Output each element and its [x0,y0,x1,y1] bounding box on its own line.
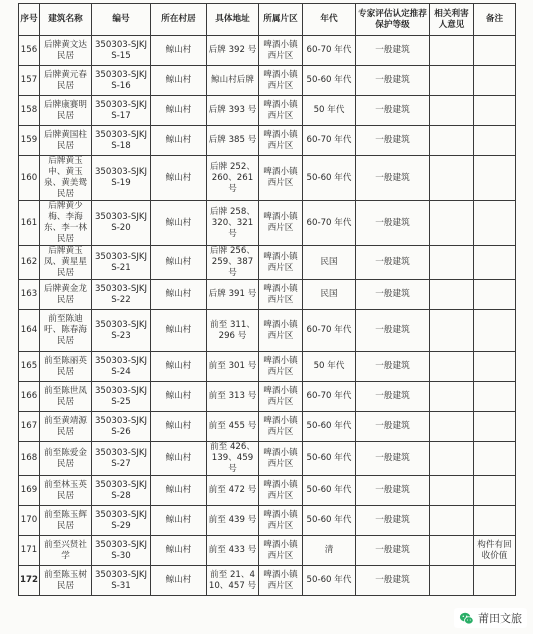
era-cell: 50 年代 [303,96,356,126]
header-cell: 备注 [474,4,516,36]
row-number-cell: 156 [19,36,40,66]
stakeholder-opinion-cell [430,96,474,126]
building-name-cell: 后牌黄金龙民居 [40,280,92,310]
building-name-cell: 前至林玉英民居 [40,476,92,506]
village-cell: 鲸山村 [151,536,207,566]
era-cell: 60-70 年代 [303,201,356,246]
remarks-cell [474,66,516,96]
row-number-cell: 164 [19,310,40,352]
table-row [19,246,516,280]
building-name-cell: 后牌黄国柱民居 [40,126,92,156]
remarks-cell [474,352,516,382]
address-cell: 前至 439 号 [207,506,259,536]
row-number-cell: 160 [19,156,40,201]
era-cell: 50-60 年代 [303,412,356,442]
protection-level-cell: 一般建筑 [356,246,430,280]
stakeholder-opinion-cell [430,36,474,66]
remarks-cell [474,96,516,126]
building-code-cell: 350303-SJKJS-28 [92,476,151,506]
remarks-cell [474,310,516,352]
building-code-cell: 350303-SJKJS-23 [92,310,151,352]
table-row [19,280,516,310]
protection-level-cell: 一般建筑 [356,201,430,246]
table-row [19,201,516,246]
building-name-cell: 前至陈世凤民居 [40,382,92,412]
stakeholder-opinion-cell [430,246,474,280]
remarks-cell [474,36,516,66]
era-cell: 民国 [303,246,356,280]
stakeholder-opinion-cell [430,280,474,310]
district-cell: 啤酒小镇西片区 [259,66,303,96]
building-code-cell: 350303-SJKJS-17 [92,96,151,126]
address-cell: 后牌 392 号 [207,36,259,66]
remarks-cell: 构件有回收价值 [474,536,516,566]
protection-level-cell: 一般建筑 [356,66,430,96]
district-cell: 啤酒小镇西片区 [259,536,303,566]
address-cell: 后牌 252、260、261 号 [207,156,259,201]
row-number-cell: 171 [19,536,40,566]
table-row [19,66,516,96]
table-row [19,506,516,536]
address-cell: 前至 433 号 [207,536,259,566]
table-row [19,536,516,566]
building-name-cell: 前至陈爱金民居 [40,442,92,476]
village-cell: 鲸山村 [151,352,207,382]
address-cell: 前至 472 号 [207,476,259,506]
building-name-cell: 后牌黄文达民居 [40,36,92,66]
remarks-cell [474,476,516,506]
stakeholder-opinion-cell [430,442,474,476]
remarks-cell [474,280,516,310]
protection-level-cell: 一般建筑 [356,442,430,476]
district-cell: 啤酒小镇西片区 [259,382,303,412]
protection-level-cell: 一般建筑 [356,412,430,442]
table-row [19,442,516,476]
building-code-cell: 350303-SJKJS-21 [92,246,151,280]
table-row [19,126,516,156]
era-cell: 50-60 年代 [303,506,356,536]
village-cell: 鲸山村 [151,126,207,156]
address-cell: 后牌 385 号 [207,126,259,156]
header-cell: 具体地址 [207,4,259,36]
row-number-cell: 166 [19,382,40,412]
building-name-cell: 后牌黄少梅、李海东、李一林民居 [40,201,92,246]
row-number-cell: 172 [19,566,40,596]
district-cell: 啤酒小镇西片区 [259,246,303,280]
remarks-cell [474,382,516,412]
era-cell: 50-60 年代 [303,566,356,596]
header-cell: 所属片区 [259,4,303,36]
village-cell: 鲸山村 [151,36,207,66]
village-cell: 鲸山村 [151,442,207,476]
district-cell: 啤酒小镇西片区 [259,412,303,442]
remarks-cell [474,442,516,476]
era-cell: 民国 [303,280,356,310]
building-code-cell: 350303-SJKJS-31 [92,566,151,596]
row-number-cell: 158 [19,96,40,126]
stakeholder-opinion-cell [430,156,474,201]
header-cell: 专家评估认定推荐保护等级 [356,4,430,36]
building-name-cell: 前至黄靖源民居 [40,412,92,442]
village-cell: 鲸山村 [151,310,207,352]
address-cell: 前至 21、410、457 号 [207,566,259,596]
district-cell: 啤酒小镇西片区 [259,201,303,246]
address-cell: 鲸山村后牌 [207,66,259,96]
remarks-cell [474,126,516,156]
building-code-cell: 350303-SJKJS-22 [92,280,151,310]
protection-level-cell: 一般建筑 [356,126,430,156]
village-cell: 鲸山村 [151,201,207,246]
protection-level-cell: 一般建筑 [356,310,430,352]
village-cell: 鲸山村 [151,382,207,412]
row-number-cell: 168 [19,442,40,476]
era-cell: 清 [303,536,356,566]
building-name-cell: 后牌康赛明民居 [40,96,92,126]
building-code-cell: 350303-SJKJS-16 [92,66,151,96]
header-cell: 所在村居 [151,4,207,36]
wechat-account-watermark [454,608,527,628]
building-code-cell: 350303-SJKJS-15 [92,36,151,66]
remarks-cell [474,246,516,280]
era-cell: 60-70 年代 [303,310,356,352]
stakeholder-opinion-cell [430,352,474,382]
building-code-cell: 350303-SJKJS-30 [92,536,151,566]
district-cell: 啤酒小镇西片区 [259,280,303,310]
district-cell: 啤酒小镇西片区 [259,126,303,156]
row-number-cell: 165 [19,352,40,382]
protection-level-cell: 一般建筑 [356,36,430,66]
building-name-cell: 前至陈玉树民居 [40,566,92,596]
village-cell: 鲸山村 [151,280,207,310]
village-cell: 鲸山村 [151,506,207,536]
era-cell: 50-60 年代 [303,156,356,201]
building-name-cell: 前至陈迪吁、陈春海民居 [40,310,92,352]
building-name-cell: 后牌黄玉凤、黄星星民居 [40,246,92,280]
header-cell: 年代 [303,4,356,36]
table-row [19,96,516,126]
stakeholder-opinion-cell [430,382,474,412]
address-cell: 前至 301 号 [207,352,259,382]
stakeholder-opinion-cell [430,310,474,352]
building-code-cell: 350303-SJKJS-20 [92,201,151,246]
era-cell: 50 年代 [303,352,356,382]
row-number-cell: 167 [19,412,40,442]
protection-level-cell: 一般建筑 [356,536,430,566]
building-name-cell: 后牌黄元春民居 [40,66,92,96]
stakeholder-opinion-cell [430,536,474,566]
stakeholder-opinion-cell [430,476,474,506]
building-code-cell: 350303-SJKJS-24 [92,352,151,382]
village-cell: 鲸山村 [151,66,207,96]
address-cell: 后牌 393 号 [207,96,259,126]
protection-level-cell: 一般建筑 [356,476,430,506]
protection-level-cell: 一般建筑 [356,96,430,126]
village-cell: 鲸山村 [151,476,207,506]
era-cell: 60-70 年代 [303,126,356,156]
header-cell: 编号 [92,4,151,36]
building-name-cell: 后牌黄玉申、黄玉泉、黄美鸳民居 [40,156,92,201]
district-cell: 啤酒小镇西片区 [259,442,303,476]
building-code-cell: 350303-SJKJS-18 [92,126,151,156]
district-cell: 啤酒小镇西片区 [259,476,303,506]
table-row [19,382,516,412]
building-code-cell: 350303-SJKJS-25 [92,382,151,412]
address-cell: 后牌 256、259、387 号 [207,246,259,280]
address-cell: 前至 311、296 号 [207,310,259,352]
stakeholder-opinion-cell [430,66,474,96]
district-cell: 啤酒小镇西片区 [259,352,303,382]
village-cell: 鲸山村 [151,156,207,201]
row-number-cell: 162 [19,246,40,280]
row-number-cell: 161 [19,201,40,246]
header-cell: 序号 [19,4,40,36]
table-row [19,352,516,382]
row-number-cell: 170 [19,506,40,536]
remarks-cell [474,566,516,596]
stakeholder-opinion-cell [430,566,474,596]
building-code-cell: 350303-SJKJS-27 [92,442,151,476]
remarks-cell [474,156,516,201]
row-number-cell: 163 [19,280,40,310]
address-cell: 前至 426、139、459 号 [207,442,259,476]
district-cell: 啤酒小镇西片区 [259,310,303,352]
era-cell: 50-60 年代 [303,442,356,476]
remarks-cell [474,201,516,246]
table-row [19,156,516,201]
stakeholder-opinion-cell [430,201,474,246]
stakeholder-opinion-cell [430,506,474,536]
table-row [19,412,516,442]
building-code-cell: 350303-SJKJS-19 [92,156,151,201]
protection-level-cell: 一般建筑 [356,382,430,412]
table-row [19,476,516,506]
village-cell: 鲸山村 [151,412,207,442]
era-cell: 50-60 年代 [303,66,356,96]
era-cell: 60-70 年代 [303,36,356,66]
village-cell: 鲸山村 [151,96,207,126]
district-cell: 啤酒小镇西片区 [259,506,303,536]
protection-level-cell: 一般建筑 [356,352,430,382]
row-number-cell: 157 [19,66,40,96]
address-cell: 后牌 391 号 [207,280,259,310]
address-cell: 后牌 258、320、321 号 [207,201,259,246]
village-cell: 鲸山村 [151,566,207,596]
table-header-row [19,4,516,36]
protection-level-cell: 一般建筑 [356,506,430,536]
heritage-building-table [18,3,516,596]
era-cell: 60-70 年代 [303,382,356,412]
row-number-cell: 169 [19,476,40,506]
protection-level-cell: 一般建筑 [356,156,430,201]
address-cell: 前至 455 号 [207,412,259,442]
district-cell: 啤酒小镇西片区 [259,156,303,201]
header-cell: 相关利害人意见 [430,4,474,36]
stakeholder-opinion-cell [430,126,474,156]
era-cell: 50-60 年代 [303,476,356,506]
stakeholder-opinion-cell [430,412,474,442]
table-row [19,566,516,596]
building-code-cell: 350303-SJKJS-29 [92,506,151,536]
table-row [19,310,516,352]
watermark-text: 莆田文旅 [478,612,522,625]
building-code-cell: 350303-SJKJS-26 [92,412,151,442]
district-cell: 啤酒小镇西片区 [259,96,303,126]
header-cell: 建筑名称 [40,4,92,36]
building-name-cell: 前至兴贤社学 [40,536,92,566]
protection-level-cell: 一般建筑 [356,280,430,310]
remarks-cell [474,412,516,442]
remarks-cell [474,506,516,536]
district-cell: 啤酒小镇西片区 [259,566,303,596]
district-cell: 啤酒小镇西片区 [259,36,303,66]
wechat-icon [459,611,474,626]
row-number-cell: 159 [19,126,40,156]
protection-level-cell: 一般建筑 [356,566,430,596]
table-row [19,36,516,66]
building-name-cell: 前至陈玉辉民居 [40,506,92,536]
village-cell: 鲸山村 [151,246,207,280]
building-name-cell: 前至陈丽英民居 [40,352,92,382]
address-cell: 前至 313 号 [207,382,259,412]
